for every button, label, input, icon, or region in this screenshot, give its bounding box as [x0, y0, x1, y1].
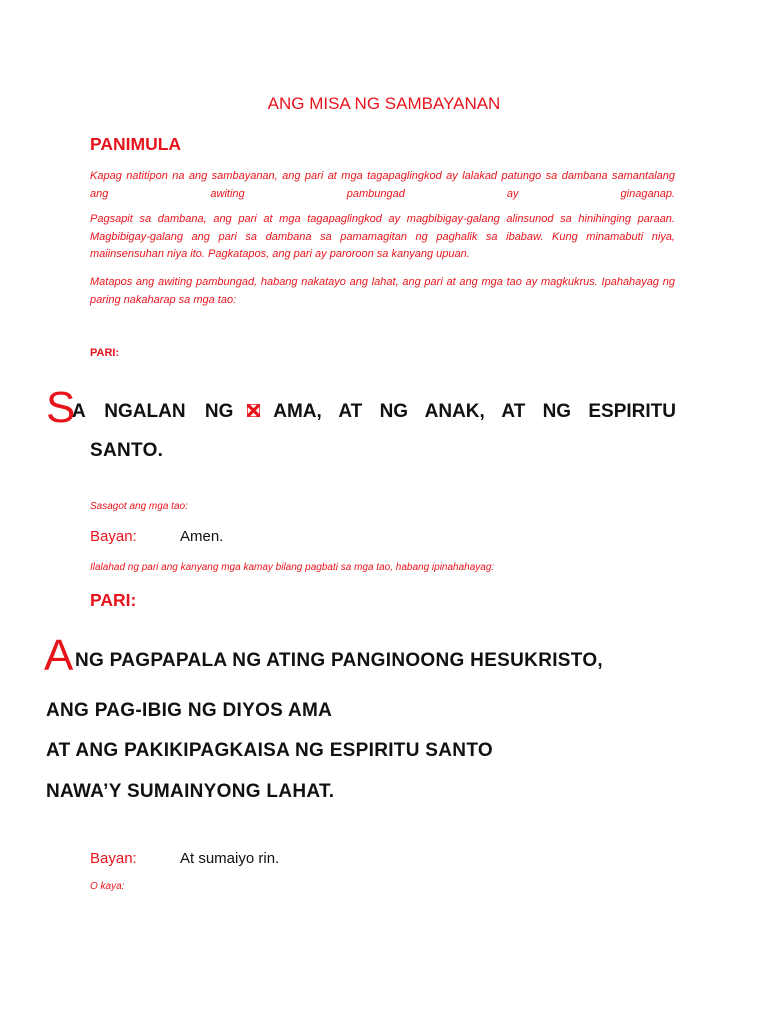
pari-heading: PARI:: [90, 590, 137, 610]
dropcap-a: A: [44, 631, 74, 680]
bayan-label: Bayan:: [90, 850, 137, 867]
rubric-greeting: Ilalahad ng pari ang kanyang mga kamay bilang pagbati sa mga tao, habang ipinahahayag:: [90, 562, 495, 573]
greeting-line-1: NG PAGPAPALA NG ATING PANGINOONG HESUKRISTO,: [75, 650, 603, 671]
dropcap-s: S: [46, 383, 76, 432]
rubric-response-1: Sasagot ang mga tao:: [90, 501, 188, 512]
greeting-line-2: ANG PAG-IBIG NG DIYOS AMA: [46, 700, 333, 721]
pari-label: PARI:: [90, 347, 120, 359]
section-heading: PANIMULA: [90, 134, 182, 154]
response-row-1: [90, 528, 223, 545]
rubric-alternative: O kaya:: [90, 881, 125, 892]
bayan-label: Bayan:: [90, 528, 137, 545]
response-text: At sumaiyo rin.: [180, 850, 280, 867]
sign-of-cross-line-1: [72, 401, 676, 423]
response-text: Amen.: [180, 528, 224, 545]
greeting-line-3: AT ANG PAKIKIPAGKAISA NG ESPIRITU SANTO: [46, 740, 493, 761]
rubric-paragraph-3: Matapos ang awiting pambungad, habang nakatayo ang lahat, ang pari at ang mga tao ay magkukrus. Ipahahayag ng paring nakaharap sa mga tao:: [90, 276, 675, 306]
rubric-paragraph-1: Kapag natitipon na ang sambayanan, ang pari at mga tagapaglingkod ay lalakad patungo sa dambana samantalang ang awiting pambungad ay ginaganap.: [90, 170, 675, 200]
response-row-2: [90, 850, 279, 867]
greeting-line-4: NAWA’Y SUMAINYONG LAHAT.: [46, 781, 335, 802]
rubric-paragraph-2: Pagsapit sa dambana, ang pari at mga tagapaglingkod ay magbibigay-galang alinsunod sa hinihinging paraan. Magbibigay-galang ang pari sa dambana sa pamamagitan ng paghalik sa ibabaw. Kung minamabuti niya, maiinsensuhan niya ito. Pagkatapos, ang pari ay paroroon sa kanyang upuan.: [90, 213, 675, 260]
cross-pattee-icon: [247, 404, 260, 417]
page-title: ANG MISA NG SAMBAYANAN: [267, 94, 501, 113]
sign-of-cross-text-before: A NGALAN NG: [72, 401, 234, 422]
sign-of-cross-text-after: AMA, AT NG ANAK, AT NG ESPIRITU: [273, 401, 676, 422]
sign-of-cross-line-2: SANTO.: [90, 440, 164, 461]
